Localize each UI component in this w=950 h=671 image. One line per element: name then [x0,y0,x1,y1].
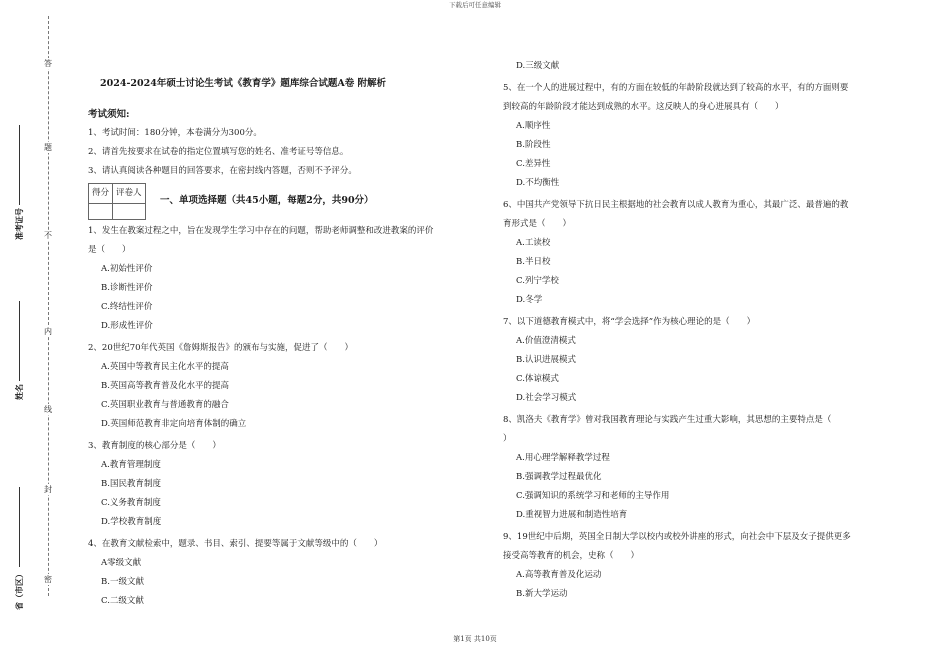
question-text: 3、教育制度的核心部分是（ ） [88,441,221,451]
question-text: 1、发生在教案过程之中，旨在发现学生学习中存在的问题，帮助老师调整和改进教案的评价 [88,226,434,236]
answer-option[interactable]: A.教育管理制度 [101,460,161,470]
answer-option[interactable]: A.用心理学解释教学过程 [516,453,610,463]
seal-dashed-line [48,16,49,596]
header-note: 下载后可任意编辑 [449,1,501,9]
question-block [503,528,913,604]
answer-option[interactable]: D.不均衡性 [516,178,560,188]
answer-option[interactable]: D.社会学习模式 [516,393,577,403]
answer-option[interactable]: A零级文献 [101,558,142,568]
exam-rule: 1、考试时间：180分钟，本卷满分为300分。 [88,128,262,138]
right-question-list [503,57,913,604]
seal-char: 不 [44,231,52,240]
score-cell-value[interactable] [89,204,113,220]
question-block [88,437,488,532]
province-label: 省（市区） [15,570,24,610]
notice-heading: 考试须知: [88,109,130,120]
question-text: 9、19世纪中后期，英国全日制大学以校内或校外讲座的形式，向社会中下层及女子提供更多 [503,532,851,542]
section-title: 一、单项选择题（共45小题，每题2分，共90分） [160,195,374,206]
exam-rule: 2、请首先按要求在试卷的指定位置填写您的姓名、准考证号等信息。 [88,147,349,157]
answer-option[interactable]: B.认识进展模式 [516,355,576,365]
question-block [503,411,913,525]
question-text: 7、以下道德教育模式中，将“学会选择”作为核心理论的是（ ） [503,317,756,327]
score-table [88,183,146,220]
answer-option[interactable]: B.新大学运动 [516,589,568,599]
province-field[interactable] [14,487,25,610]
score-cell-label: 得分 [89,184,113,204]
question-block [503,313,913,408]
exam-number-field[interactable] [14,125,25,240]
question-text: 6、中国共产党领导下抗日民主根据地的社会教育以成人教育为重心，其最广泛、最普遍的教 [503,200,849,210]
page-footer: 第1页 共10页 [453,635,497,643]
question-text: 4、在教育文献检索中，题录、书目、索引、提要等属于文献等级中的（ ） [88,539,383,549]
seal-char: 题 [44,143,52,152]
answer-option[interactable]: D.形成性评价 [101,321,153,331]
answer-option[interactable]: C.差异性 [516,159,551,169]
name-label: 姓名 [15,384,24,400]
answer-option[interactable]: C.强调知识的系统学习和老师的主导作用 [516,491,670,501]
question-block [88,535,488,611]
question-block [503,57,913,76]
answer-option[interactable]: A.工读校 [516,238,551,248]
answer-option[interactable]: A.英国中等教育民主化水平的提高 [101,362,229,372]
grader-cell-value[interactable] [113,204,146,220]
answer-option[interactable]: A.初始性评价 [101,264,153,274]
answer-option[interactable]: A.顺序性 [516,121,551,131]
answer-option[interactable]: C.义务教育制度 [101,498,161,508]
answer-option[interactable]: D.冬学 [516,295,543,305]
question-text: 2、20世纪70年代英国《詹姆斯报告》的颁布与实施，促进了（ ） [88,343,354,353]
answer-option[interactable]: B.半日校 [516,257,551,267]
question-text: 是（ ） [88,245,131,255]
answer-option[interactable]: A.价值澄清模式 [516,336,576,346]
answer-option[interactable]: C.二级文献 [101,596,144,606]
seal-char: 内 [44,327,52,336]
name-line [19,301,20,381]
question-text: ） [503,434,512,444]
left-column [88,72,488,611]
answer-option[interactable]: B.一级文献 [101,577,144,587]
exam-rule: 3、请认真阅读各种题目的回答要求，在密封线内答题，否则不予评分。 [88,166,357,176]
answer-option[interactable]: C.终结性评价 [101,302,153,312]
answer-option[interactable]: B.英国高等教育普及化水平的提高 [101,381,229,391]
province-line [19,487,20,567]
answer-option[interactable]: B.国民教育制度 [101,479,161,489]
question-text: 育形式是（ ） [503,219,572,229]
name-field[interactable] [14,301,25,400]
seal-char: 封 [44,485,52,494]
seal-char: 线 [44,405,52,414]
binding-margin [0,0,80,671]
exam-number-line [19,125,20,205]
answer-option[interactable]: C.列宁学校 [516,276,559,286]
answer-option[interactable]: D.学校教育制度 [101,517,162,527]
question-block [88,339,488,434]
answer-option[interactable]: B.阶段性 [516,140,551,150]
answer-option[interactable]: D.英国师范教育非定向培育体制的确立 [101,419,247,429]
answer-option[interactable]: B.强调教学过程最优化 [516,472,602,482]
grader-cell-label: 评卷人 [113,184,146,204]
answer-option[interactable]: B.诊断性评价 [101,283,153,293]
document-title: 2024-2024年硕士讨论生考试《教育学》题库综合试题A卷 附解析 [100,78,387,89]
answer-option[interactable]: C.体谅模式 [516,374,559,384]
question-text: 接受高等教育的机会，史称（ ） [503,551,640,561]
answer-option[interactable]: A.高等教育普及化运动 [516,570,602,580]
answer-option[interactable]: D.重视智力进展和制造性培育 [516,510,628,520]
question-block [503,196,913,310]
right-column [503,54,913,604]
answer-option[interactable]: C.英国职业教育与普通教育的融合 [101,400,229,410]
left-question-list [88,222,488,611]
question-block [503,79,913,193]
answer-option[interactable]: D.三级文献 [516,61,560,71]
seal-char: 答 [44,59,52,68]
exam-number-label: 准考证号 [15,208,24,240]
question-text: 8、凯洛夫《教育学》曾对我国教育理论与实践产生过重大影响，其思想的主要特点是（ [503,415,832,425]
seal-char: 密 [44,575,52,584]
question-block [88,222,488,336]
section-header [88,183,488,219]
question-text: 到较高的年龄阶段才能达到成熟的水平。这反映人的身心进展具有（ ） [503,102,784,112]
question-text: 5、在一个人的进展过程中，有的方面在较低的年龄阶段就达到了较高的水平，有的方面则要 [503,83,849,93]
